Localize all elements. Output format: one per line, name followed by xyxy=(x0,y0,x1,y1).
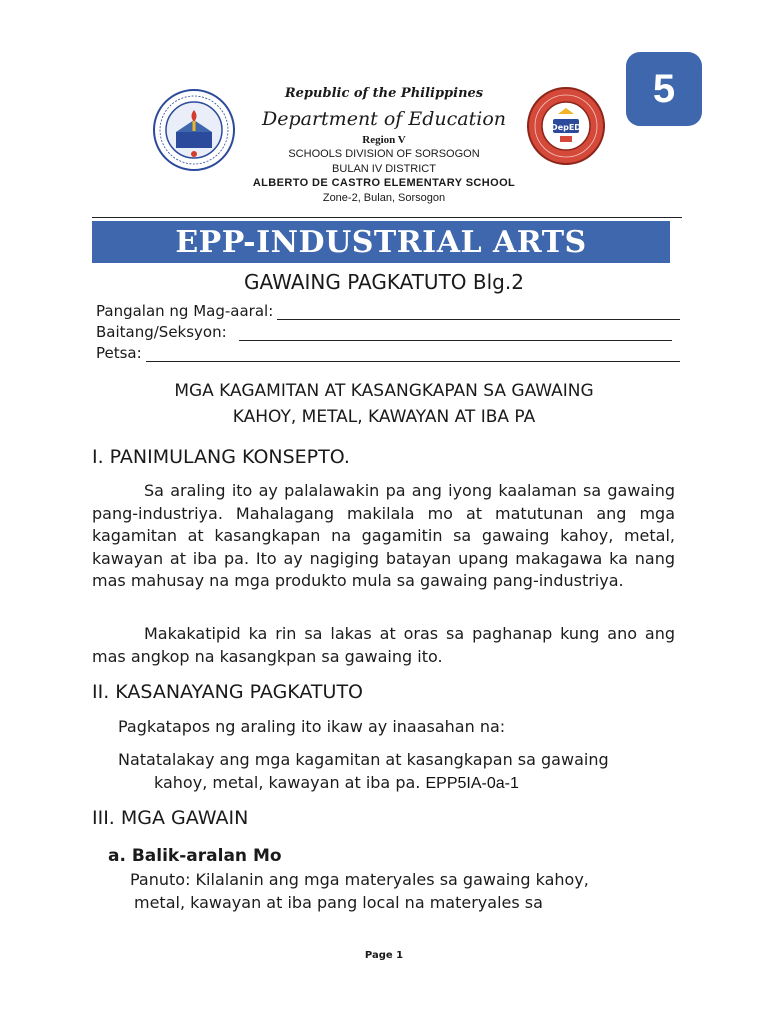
date-field-label: Petsa: xyxy=(96,344,142,362)
header-district: BULAN IV DISTRICT xyxy=(332,163,436,175)
subsection-heading-review: a. Balik-aralan Mo xyxy=(108,846,282,866)
header-republic: Republic of the Philippines xyxy=(284,86,484,101)
grade-field-blank[interactable] xyxy=(239,328,672,341)
date-field-row xyxy=(96,344,680,362)
date-field-blank[interactable] xyxy=(146,349,680,362)
page-number: Page 1 xyxy=(364,950,404,961)
lesson-title-line2: KAHOY, METAL, KAWAYAN AT IBA PA xyxy=(232,407,536,427)
section-heading-concept: I. PANIMULANG KONSEPTO. xyxy=(92,446,350,468)
header-divider xyxy=(92,217,682,218)
section-heading-competency: II. KASANAYANG PAGKATUTO xyxy=(92,681,364,703)
lesson-title-line1: MGA KAGAMITAN AT KASANGKAPAN SA GAWAING xyxy=(174,381,594,401)
concept-paragraph-1: Sa araling ito ay palalawakin pa ang iyong kaalaman sa gawaing pang-industriya. Mahalagang makilala mo at matutunan ang mga kagamitan at kasangkapan na gagamitin sa gawaing kahoy, metal, kawayan at iba pa. Ito ay nagiging batayan upang makagawa ka nang mas mahusay na mga produkto mula sa gawaing pang-industriya. xyxy=(92,481,675,591)
title-banner xyxy=(92,221,670,263)
header-department: Department of Education xyxy=(262,108,506,130)
objective-line-1: Natatalakay ang mga kagamitan at kasangkapan sa gawaing xyxy=(118,750,609,769)
seal-center-text: DepED xyxy=(551,123,581,132)
objective-intro: Pagkatapos ng araling ito ikaw ay inaasahan na: xyxy=(118,717,506,736)
competency-code: EPP5IA-0a-1 xyxy=(425,775,519,792)
quarter-badge: 5 xyxy=(626,52,702,126)
header-region: Region V xyxy=(362,134,406,146)
concept-paragraph-2: Makakatipid ka rin sa lakas at oras sa paghanap kung ano ang mas angkop na kasangkpan sa gawaing ito. xyxy=(92,624,675,666)
header-school: ALBERTO DE CASTRO ELEMENTARY SCHOOL xyxy=(252,177,516,189)
section-heading-activities: III. MGA GAWAIN xyxy=(92,807,249,829)
name-field-label: Pangalan ng Mag-aaral: xyxy=(96,302,274,320)
instruction-line-2: metal, kawayan at iba pang local na materyales sa xyxy=(134,893,543,912)
objective-line-2 xyxy=(154,773,519,793)
grade-field-row xyxy=(96,323,672,341)
header-address: Zone-2, Bulan, Sorsogon xyxy=(322,192,446,204)
grade-field-label: Baitang/Seksyon: xyxy=(96,323,227,341)
page-title: EPP-INDUSTRIAL ARTS xyxy=(175,224,587,260)
worksheet-subtitle: GAWAING PAGKATUTO Blg.2 xyxy=(244,270,524,294)
name-field-blank[interactable] xyxy=(277,307,680,320)
name-field-row xyxy=(96,302,680,320)
header-division: SCHOOLS DIVISION OF SORSOGON xyxy=(288,148,480,160)
objective-line-2-text: kahoy, metal, kawayan at iba pa. xyxy=(154,773,421,792)
instruction-line-1: Panuto: Kilalanin ang mga materyales sa gawaing kahoy, xyxy=(130,870,589,889)
